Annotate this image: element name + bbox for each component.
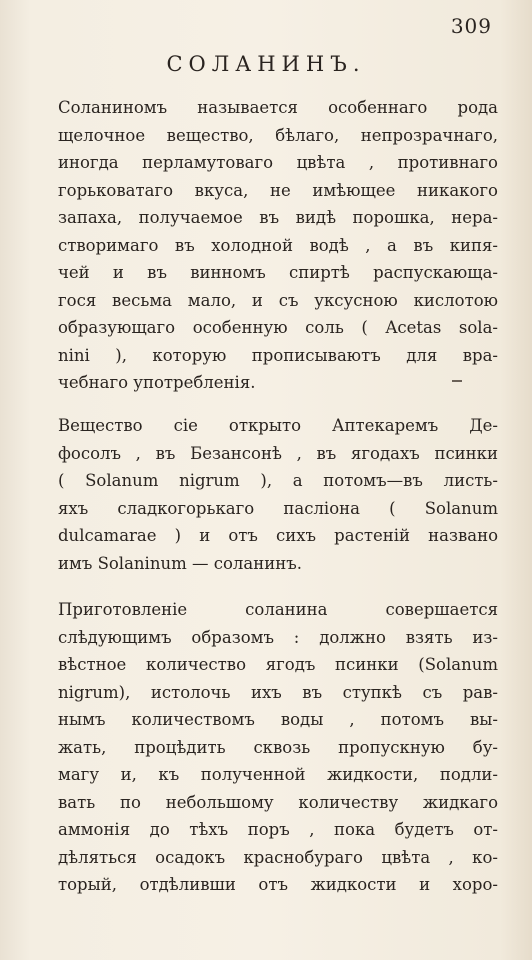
text-line: фосолъ , въ Безансонѣ , въ ягодахъ псинки (58, 443, 498, 463)
text-line: щелочное вещество, бѣлаго, непрозрачнаго, (58, 125, 498, 145)
paragraph-2 (58, 412, 498, 577)
text-line: Соланиномъ называется особеннаго рода (58, 98, 498, 117)
text-line: торый, отдѣливши отъ жидкости и хоро- (58, 875, 498, 894)
text-line: дѣляться осадокъ краснобураго цвѣта , ко- (58, 847, 498, 867)
text-line: имъ Solaninum — соланинъ. (58, 553, 302, 573)
text-line: dulcamarae ) и отъ сихъ растеній названо (58, 526, 498, 545)
text-line: ( Solanum nigrum ), а потомъ—въ листь- (58, 471, 498, 490)
chapter-title: СОЛАНИНЪ. (166, 52, 366, 76)
paragraph-3 (58, 596, 498, 899)
text-line: Вещество сіе открыто Аптекаремъ Де- (58, 416, 498, 435)
text-line: nigrum), истолочь ихъ въ ступкѣ съ рав- (58, 682, 498, 702)
text-line: иногда перламутоваго цвѣта , противнаго (58, 153, 498, 172)
text-line: чебнаго употребленія. (58, 373, 256, 392)
text-line: чей и въ винномъ спиртѣ распускающа- (58, 263, 498, 282)
ink-mark (452, 380, 462, 382)
text-line: вать по небольшому количеству жидкаго (58, 792, 498, 812)
text-line: запаха, получаемое въ видѣ порошка, нера- (58, 208, 498, 227)
text-line: нымъ количествомъ воды , потомъ вы- (58, 710, 498, 729)
text-line: гося весьма мало, и съ уксусною кислотою (58, 290, 498, 310)
text-line: nini ), которую прописываютъ для вра- (58, 345, 498, 365)
text-line: аммонія до тѣхъ поръ , пока будетъ от- (58, 820, 498, 839)
text-line: жать, процѣдить сквозь пропускную бу- (58, 737, 498, 757)
text-line: слѣдующимъ образомъ : должно взять из- (58, 627, 498, 647)
text-line: магу и, къ полученной жидкости, подли- (58, 765, 498, 784)
text-line: Приготовленіе соланина совершается (58, 600, 498, 619)
text-line: вѣстное количество ягодъ псинки (Solanum (58, 655, 498, 674)
paragraph-1 (58, 94, 498, 397)
text-line: горьковатаго вкуса, не имѣющее никакого (58, 180, 498, 200)
text-line: створимаго въ холодной водѣ , а въ кипя- (58, 235, 498, 255)
text-line: образующаго особенную соль ( Acetas sola- (58, 318, 498, 337)
text-line: яхъ сладкогорькаго пасліона ( Solanum (58, 498, 498, 518)
page-number: 309 (450, 14, 492, 38)
